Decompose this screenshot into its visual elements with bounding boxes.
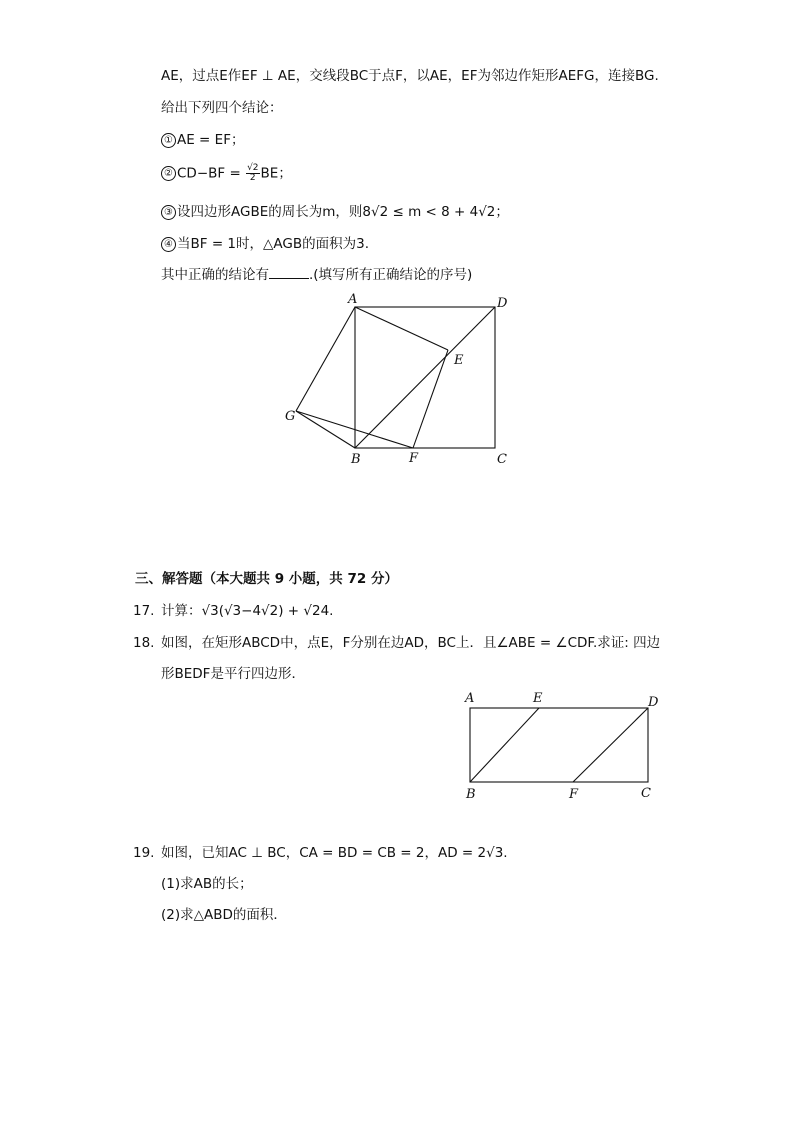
sqrt2-over-2-fraction: $\frac{√2}{2}$ — [247, 163, 259, 183]
segment-ef — [413, 350, 448, 448]
conclusion-2-mark: ② — [161, 166, 176, 181]
conclusion-2-text-a: CD−BF = — [177, 165, 246, 182]
q16-ask — [161, 266, 472, 284]
rectangle-abcd — [470, 708, 648, 782]
q16-ask-text-b: .(填写所有正确结论的序号) — [309, 267, 473, 283]
q18-line-1: 如图，在矩形ABCD中，点E，F分别在边AD，BC上．且∠ABE = ∠CDF.求证: 四边 — [161, 635, 661, 651]
figure-1-square-diagram — [280, 290, 520, 470]
q16-ask-text-a: 其中正确的结论有 — [161, 267, 269, 283]
q19-line-1: 如图，已知AC ⊥ BC，CA = BD = CB = 2，AD = 2√3. — [161, 845, 508, 861]
diagonal-bd — [355, 307, 495, 448]
q19-part-1: (1)求AB的长； — [161, 876, 253, 892]
conclusion-1-mark: ① — [161, 133, 176, 148]
conclusion-3-text: 设四边形AGBE的周长为m，则8√2 ≤ m < 8 + 4√2； — [177, 204, 509, 220]
label-b: B — [351, 452, 361, 467]
label-f: F — [409, 451, 419, 466]
answer-blank[interactable] — [269, 266, 309, 279]
label-c: C — [641, 786, 651, 801]
segment-fd — [573, 708, 648, 782]
conclusion-1-text: AE = EF； — [177, 132, 245, 148]
segment-gb — [296, 411, 355, 448]
label-b: B — [466, 787, 476, 802]
label-e: E — [454, 353, 464, 368]
q16-conclusion-3 — [161, 203, 509, 221]
q16-intro-line: AE，过点E作EF ⊥ AE，交线段BC于点F，以AE，EF为邻边作矩形AEFG，连接BG. — [161, 68, 659, 84]
label-d: D — [497, 296, 508, 311]
label-d: D — [648, 695, 659, 710]
segment-ae — [355, 307, 448, 350]
q17-text: 计算：√3(√3−4√2) + √24. — [161, 603, 334, 619]
label-a: A — [348, 292, 358, 307]
q19-number: 19. — [133, 845, 155, 861]
conclusion-2-text-b: BE； — [260, 165, 292, 182]
q16-conclusion-4 — [161, 235, 369, 253]
segment-be — [470, 708, 539, 782]
label-f: F — [569, 787, 579, 802]
conclusion-4-mark: ④ — [161, 237, 176, 252]
section-3-title: 三、解答题（本大题共 9 小题，共 72 分） — [135, 571, 398, 587]
conclusion-4-text: 当BF = 1时，△AGB的面积为3. — [177, 236, 369, 252]
q16-conclusion-2 — [161, 164, 292, 183]
q16-given-text: 给出下列四个结论： — [161, 100, 283, 116]
figure-2-rectangle-diagram — [455, 686, 670, 806]
label-g: G — [285, 409, 296, 424]
label-a: A — [465, 691, 475, 706]
q16-conclusion-1 — [161, 131, 244, 149]
q18-number: 18. — [133, 635, 155, 651]
label-e: E — [533, 691, 543, 706]
conclusion-3-mark: ③ — [161, 205, 176, 220]
segment-ag — [296, 307, 355, 411]
q19-part-2: (2)求△ABD的面积． — [161, 907, 287, 923]
q17-number: 17. — [133, 603, 155, 619]
label-c: C — [497, 452, 507, 467]
q18-line-2: 形BEDF是平行四边形． — [161, 666, 305, 682]
